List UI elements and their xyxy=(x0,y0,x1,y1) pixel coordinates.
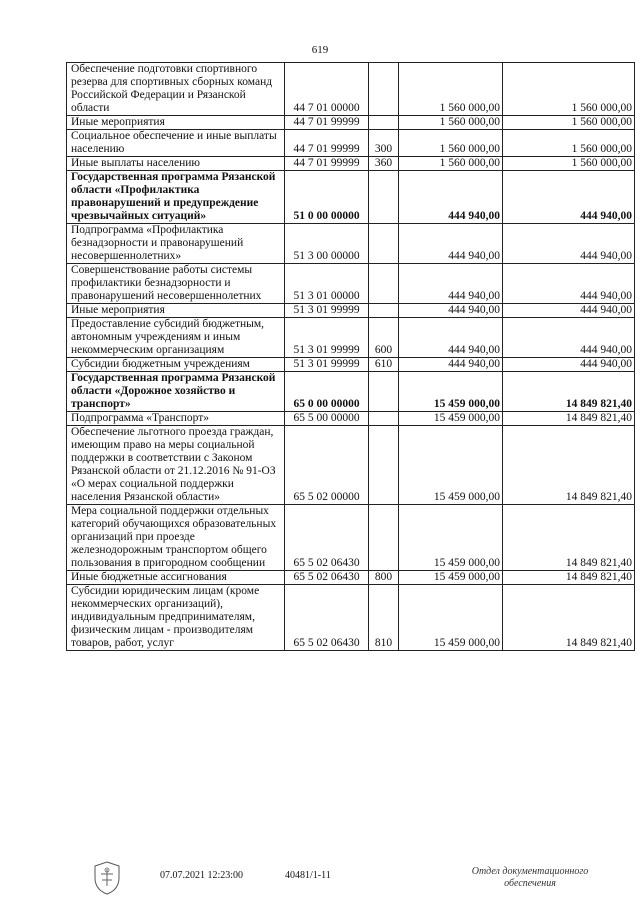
row-expense-type: 610 xyxy=(369,358,399,372)
row-name: Государственная программа Рязанской области «Дорожное хозяйство и транспорт» xyxy=(67,372,285,412)
row-code: 51 3 00 00000 xyxy=(285,224,369,264)
row-expense-type xyxy=(369,412,399,426)
row-code: 44 7 01 99999 xyxy=(285,116,369,130)
row-expense-type: 360 xyxy=(369,157,399,171)
table-row xyxy=(67,63,635,116)
row-expense-type: 800 xyxy=(369,571,399,585)
row-value-plan: 15 459 000,00 xyxy=(399,412,503,426)
row-name: Подпрограмма «Профилактика безнадзорности и правонарушений несовершеннолетних» xyxy=(67,224,285,264)
row-value-plan: 1 560 000,00 xyxy=(399,157,503,171)
row-code: 51 3 01 99999 xyxy=(285,358,369,372)
row-value-plan: 444 940,00 xyxy=(399,358,503,372)
row-name: Мера социальной поддержки отдельных категорий обучающихся образовательных организаций при проезде железнодорожным транспортом общего пользования в пригородном сообщении xyxy=(67,505,285,571)
row-expense-type xyxy=(369,505,399,571)
row-expense-type xyxy=(369,304,399,318)
row-value-plan: 1 560 000,00 xyxy=(399,63,503,116)
row-name: Социальное обеспечение и иные выплаты населению xyxy=(67,130,285,157)
row-value-actual: 14 849 821,40 xyxy=(503,505,635,571)
row-value-actual: 1 560 000,00 xyxy=(503,130,635,157)
row-expense-type xyxy=(369,63,399,116)
row-expense-type xyxy=(369,372,399,412)
row-value-actual: 444 940,00 xyxy=(503,318,635,358)
footer-date: 07.07.2021 12:23:00 xyxy=(160,870,244,881)
page-footer xyxy=(0,860,640,900)
row-value-plan: 15 459 000,00 xyxy=(399,426,503,505)
row-name: Иные мероприятия xyxy=(67,116,285,130)
row-value-plan: 444 940,00 xyxy=(399,264,503,304)
row-code: 51 3 01 00000 xyxy=(285,264,369,304)
row-code: 65 5 00 00000 xyxy=(285,412,369,426)
table-row xyxy=(67,426,635,505)
row-value-plan: 15 459 000,00 xyxy=(399,505,503,571)
table-row xyxy=(67,505,635,571)
table-row xyxy=(67,157,635,171)
row-value-actual: 444 940,00 xyxy=(503,358,635,372)
table-row xyxy=(67,264,635,304)
row-name: Субсидии бюджетным учреждениям xyxy=(67,358,285,372)
row-expense-type: 300 xyxy=(369,130,399,157)
row-value-actual: 14 849 821,40 xyxy=(503,372,635,412)
row-expense-type xyxy=(369,171,399,224)
row-code: 44 7 01 99999 xyxy=(285,157,369,171)
page-number: 619 xyxy=(311,44,329,56)
table-row xyxy=(67,571,635,585)
row-value-actual: 1 560 000,00 xyxy=(503,116,635,130)
coat-of-arms-icon xyxy=(92,860,122,896)
row-code: 65 5 02 06430 xyxy=(285,505,369,571)
row-code: 65 5 02 06430 xyxy=(285,585,369,651)
row-value-plan: 444 940,00 xyxy=(399,224,503,264)
row-code: 44 7 01 00000 xyxy=(285,63,369,116)
row-value-actual: 14 849 821,40 xyxy=(503,585,635,651)
table-row xyxy=(67,585,635,651)
row-value-plan: 15 459 000,00 xyxy=(399,585,503,651)
table-row xyxy=(67,358,635,372)
row-code: 65 5 02 00000 xyxy=(285,426,369,505)
row-value-plan: 15 459 000,00 xyxy=(399,571,503,585)
table-row xyxy=(67,171,635,224)
row-name: Иные бюджетные ассигнования xyxy=(67,571,285,585)
row-value-plan: 1 560 000,00 xyxy=(399,116,503,130)
table-body xyxy=(67,63,635,651)
row-value-actual: 14 849 821,40 xyxy=(503,412,635,426)
row-code: 51 3 01 99999 xyxy=(285,318,369,358)
row-code: 51 3 01 99999 xyxy=(285,304,369,318)
row-code: 65 5 02 06430 xyxy=(285,571,369,585)
row-name: Обеспечение подготовки спортивного резерва для спортивных сборных команд Российской Федерации и Рязанской области xyxy=(67,63,285,116)
table-row xyxy=(67,116,635,130)
row-value-actual: 14 849 821,40 xyxy=(503,571,635,585)
row-name: Государственная программа Рязанской области «Профилактика правонарушений и предупреждение чрезвычайных ситуаций» xyxy=(67,171,285,224)
row-value-actual: 1 560 000,00 xyxy=(503,63,635,116)
row-name: Подпрограмма «Транспорт» xyxy=(67,412,285,426)
row-name: Субсидии юридическим лицам (кроме некоммерческих организаций), индивидуальным предпринимателям, физическим лицам - производителям товаров, работ, услуг xyxy=(67,585,285,651)
row-expense-type xyxy=(369,264,399,304)
row-value-actual: 444 940,00 xyxy=(503,171,635,224)
row-name: Обеспечение льготного проезда граждан, имеющим право на меры социальной поддержки в соответствии с Законом Рязанской области от 21.12.2016 № 91-ОЗ «О мерах социальной поддержки населения Рязанской области» xyxy=(67,426,285,505)
row-value-plan: 444 940,00 xyxy=(399,171,503,224)
row-expense-type xyxy=(369,224,399,264)
row-name: Совершенствование работы системы профилактики безнадзорности и правонарушений несовершеннолетних xyxy=(67,264,285,304)
budget-table xyxy=(66,62,635,651)
row-value-plan: 444 940,00 xyxy=(399,318,503,358)
table-row xyxy=(67,318,635,358)
table-row xyxy=(67,130,635,157)
row-value-actual: 444 940,00 xyxy=(503,224,635,264)
row-name: Предоставление субсидий бюджетным, автономным учреждениям и иным некоммерческим организациям xyxy=(67,318,285,358)
table-row xyxy=(67,412,635,426)
row-expense-type xyxy=(369,116,399,130)
table-row xyxy=(67,224,635,264)
row-expense-type: 810 xyxy=(369,585,399,651)
row-value-actual: 1 560 000,00 xyxy=(503,157,635,171)
row-code: 44 7 01 99999 xyxy=(285,130,369,157)
row-value-actual: 14 849 821,40 xyxy=(503,426,635,505)
row-code: 65 0 00 00000 xyxy=(285,372,369,412)
table-row xyxy=(67,304,635,318)
row-expense-type xyxy=(369,426,399,505)
row-value-actual: 444 940,00 xyxy=(503,264,635,304)
row-name: Иные мероприятия xyxy=(67,304,285,318)
row-value-plan: 15 459 000,00 xyxy=(399,372,503,412)
row-value-plan: 1 560 000,00 xyxy=(399,130,503,157)
row-code: 51 0 00 00000 xyxy=(285,171,369,224)
footer-doc-number: 40481/1-11 xyxy=(285,870,331,881)
row-value-plan: 444 940,00 xyxy=(399,304,503,318)
table-row xyxy=(67,372,635,412)
footer-department: Отдел документационного обеспечения xyxy=(471,866,589,889)
row-value-actual: 444 940,00 xyxy=(503,304,635,318)
row-expense-type: 600 xyxy=(369,318,399,358)
row-name: Иные выплаты населению xyxy=(67,157,285,171)
